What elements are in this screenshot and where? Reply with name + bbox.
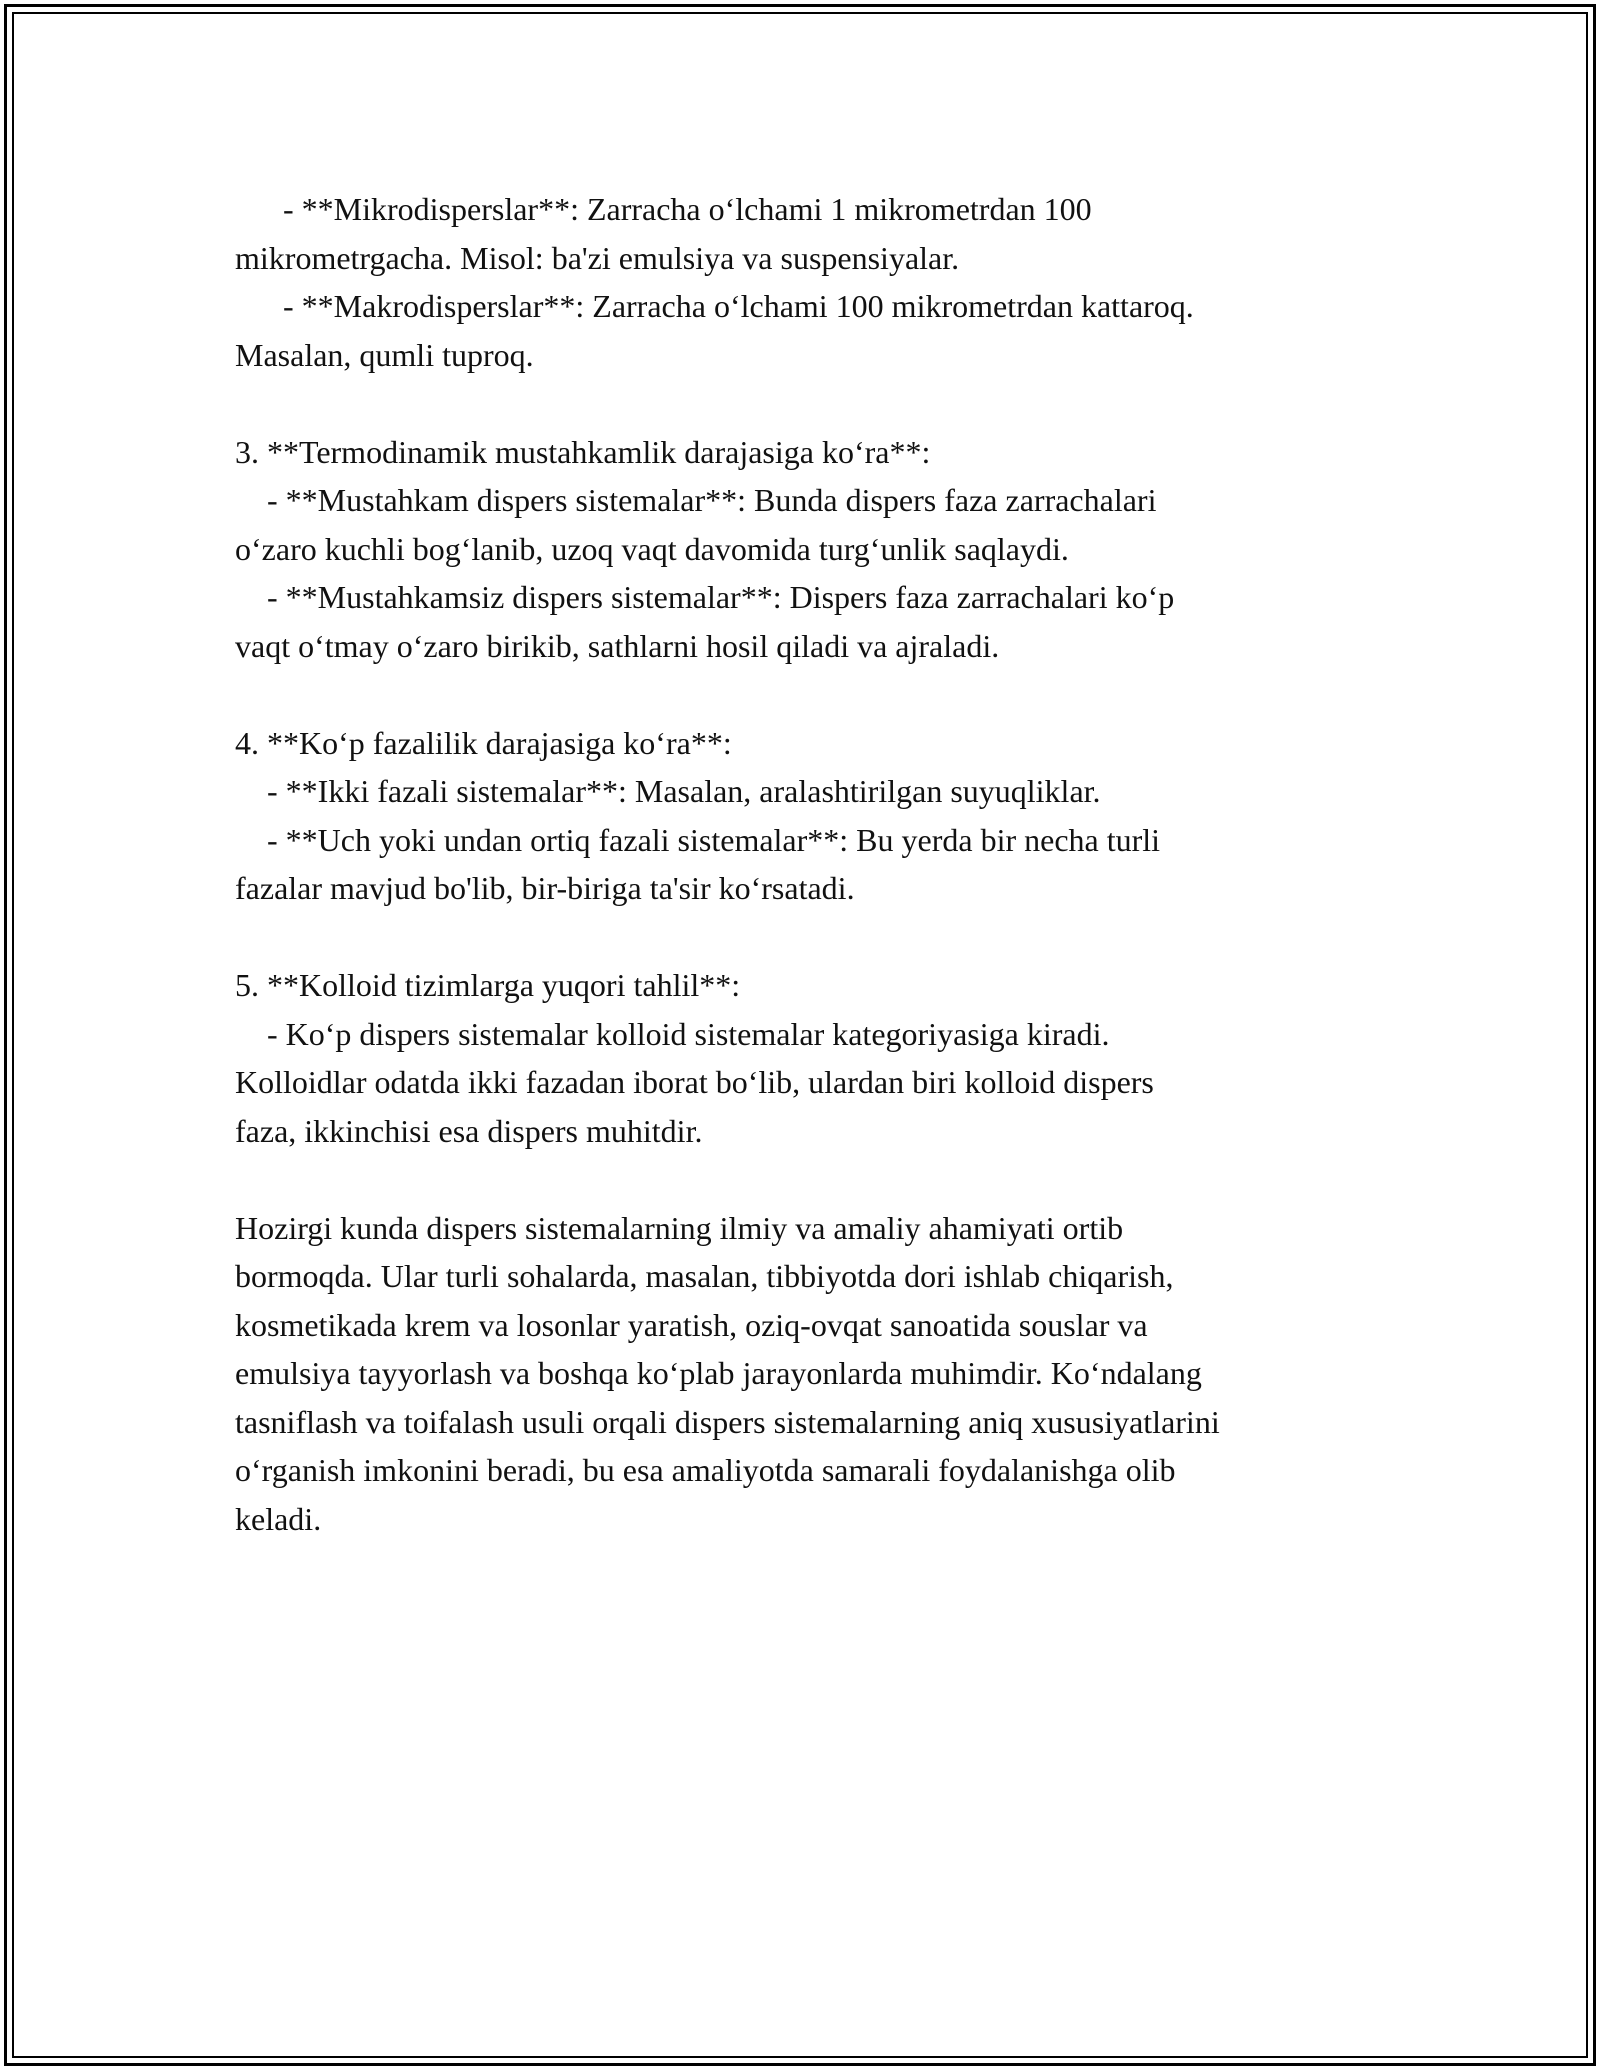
text-line: - **Mikrodisperslar**: Zarracha o‘lchami 1 mikrometrdan 100 (235, 191, 1092, 227)
document-body (235, 185, 1370, 1543)
paragraph-line: kosmetikada krem va losonlar yaratish, oziq-ovqat sanoatida souslar va (235, 1306, 1148, 1343)
text-line: - **Mustahkam dispers sistemalar**: Bunda dispers faza zarrachalari (235, 482, 1157, 518)
section-heading: 3. **Termodinamik mustahkamlik darajasiga ko‘ra**: (235, 433, 931, 470)
paragraph-line: tasniflash va toifalash usuli orqali dispers sistemalarning aniq xususiyatlarini (235, 1403, 1220, 1440)
text-line: Masalan, qumli tuproq. (235, 336, 534, 373)
paragraph-line: keladi. (235, 1500, 322, 1537)
text-line: - **Makrodisperslar**: Zarracha o‘lchami 100 mikrometrdan kattaroq. (235, 288, 1194, 324)
paragraph-line: bormoqda. Ular turli sohalarda, masalan, tibbiyotda dori ishlab chiqarish, (235, 1258, 1174, 1294)
text-line: - **Ikki fazali sistemalar**: Masalan, aralashtirilgan suyuqliklar. (235, 773, 1101, 809)
text-line: faza, ikkinchisi esa dispers muhitdir. (235, 1112, 703, 1149)
blank-line (235, 1155, 1370, 1204)
paragraph-line: emulsiya tayyorlash va boshqa ko‘plab jarayonlarda muhimdir. Ko‘ndalang (235, 1355, 1202, 1391)
text-line: - **Mustahkamsiz dispers sistemalar**: Dispers faza zarrachalari ko‘p (235, 579, 1175, 615)
text-line: mikrometrgacha. Misol: ba'zi emulsiya va suspensiyalar. (235, 239, 960, 276)
paragraph-line: o‘rganish imkonini beradi, bu esa amaliyotda samarali foydalanishga olib (235, 1452, 1176, 1488)
blank-line (235, 379, 1370, 428)
blank-line (235, 913, 1370, 962)
text-line: Kolloidlar odatda ikki fazadan iborat bo‘lib, ulardan biri kolloid dispers (235, 1064, 1154, 1100)
text-line: o‘zaro kuchli bog‘lanib, uzoq vaqt davomida turg‘unlik saqlaydi. (235, 530, 1069, 567)
section-heading: 4. **Ko‘p fazalilik darajasiga ko‘ra**: (235, 724, 732, 761)
text-line: - **Uch yoki undan ortiq fazali sistemalar**: Bu yerda bir necha turli (235, 821, 1161, 858)
text-line: - Ko‘p dispers sistemalar kolloid sistemalar kategoriyasiga kiradi. (235, 1015, 1110, 1052)
section-heading: 5. **Kolloid tizimlarga yuqori tahlil**: (235, 967, 741, 1003)
text-line: fazalar mavjud bo'lib, bir-biriga ta'sir ko‘rsatadi. (235, 870, 855, 906)
blank-line (235, 670, 1370, 719)
paragraph-line: Hozirgi kunda dispers sistemalarning ilmiy va amaliy ahamiyati ortib (235, 1209, 1124, 1246)
text-line: vaqt o‘tmay o‘zaro birikib, sathlarni hosil qiladi va ajraladi. (235, 627, 1000, 664)
